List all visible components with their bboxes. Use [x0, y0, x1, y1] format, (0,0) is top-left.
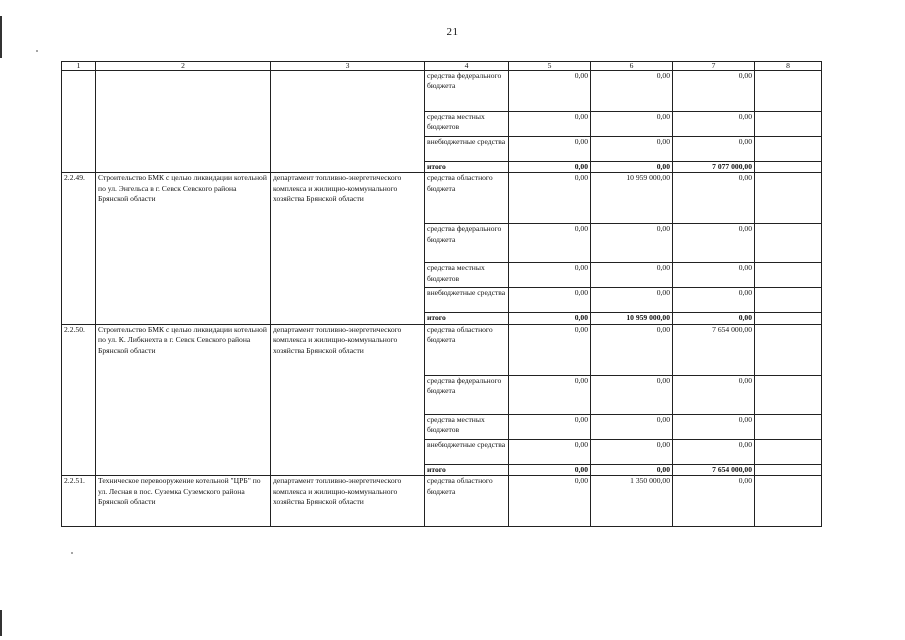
funding-source-cell: средства областного бюджета: [425, 173, 509, 224]
value-cell: 0,00: [673, 288, 755, 313]
funding-source-cell: средства местных бюджетов: [425, 112, 509, 137]
value-cell: 7 654 000,00: [673, 324, 755, 375]
value-cell: 0,00: [509, 439, 591, 464]
note-cell: [755, 263, 822, 288]
scan-speck: [36, 50, 38, 52]
name-cell: Строительство БМК с целью ликвидации котельной по ул. Энгельса в г. Севск Севского района Брянской области: [96, 173, 271, 324]
name-cell: [96, 71, 271, 173]
funding-source-cell: средства федерального бюджета: [425, 375, 509, 414]
column-header: 3: [271, 62, 425, 71]
value-cell: 0,00: [673, 71, 755, 112]
value-cell: 10 959 000,00: [591, 173, 673, 224]
table-row: [62, 173, 822, 224]
value-cell: 10 959 000,00: [591, 313, 673, 324]
value-cell: 0,00: [673, 112, 755, 137]
value-cell: 0,00: [509, 137, 591, 162]
executor-cell: департамент топливно-энергетического комплекса и жилищно-коммунального хозяйства Брянской области: [271, 476, 425, 527]
name-cell: Строительство БМК с целью ликвидации котельной по ул. К. Либкнехта в г. Севск Севского района Брянской области: [96, 324, 271, 475]
value-cell: 0,00: [591, 71, 673, 112]
value-cell: 0,00: [509, 324, 591, 375]
executor-cell: департамент топливно-энергетического комплекса и жилищно-коммунального хозяйства Брянской области: [271, 173, 425, 324]
value-cell: 0,00: [591, 324, 673, 375]
value-cell: 0,00: [509, 173, 591, 224]
funding-source-cell: средства местных бюджетов: [425, 263, 509, 288]
value-cell: 0,00: [509, 224, 591, 263]
column-header: 2: [96, 62, 271, 71]
code-cell: 2.2.49.: [62, 173, 96, 324]
table-row: [62, 324, 822, 375]
column-header: 4: [425, 62, 509, 71]
note-cell: [755, 439, 822, 464]
value-cell: 0,00: [591, 288, 673, 313]
value-cell: 0,00: [591, 224, 673, 263]
column-header: 7: [673, 62, 755, 71]
value-cell: 0,00: [673, 224, 755, 263]
note-cell: [755, 224, 822, 263]
value-cell: 0,00: [673, 414, 755, 439]
note-cell: [755, 464, 822, 475]
value-cell: 0,00: [673, 439, 755, 464]
value-cell: 7 654 000,00: [673, 464, 755, 475]
note-cell: [755, 313, 822, 324]
table-row: [62, 476, 822, 527]
funding-source-cell: итого: [425, 464, 509, 475]
funding-source-cell: внебюджетные средства: [425, 439, 509, 464]
funding-source-cell: итого: [425, 313, 509, 324]
note-cell: [755, 288, 822, 313]
executor-cell: департамент топливно-энергетического комплекса и жилищно-коммунального хозяйства Брянской области: [271, 324, 425, 475]
value-cell: 0,00: [591, 112, 673, 137]
note-cell: [755, 375, 822, 414]
value-cell: 0,00: [673, 313, 755, 324]
funding-source-cell: средства федерального бюджета: [425, 71, 509, 112]
value-cell: 0,00: [591, 375, 673, 414]
value-cell: 0,00: [591, 439, 673, 464]
budget-table: [61, 61, 822, 527]
value-cell: 0,00: [509, 476, 591, 527]
note-cell: [755, 137, 822, 162]
note-cell: [755, 112, 822, 137]
scan-edge-mark: [0, 610, 2, 636]
scan-speck: [71, 552, 73, 554]
value-cell: 0,00: [509, 71, 591, 112]
value-cell: 0,00: [673, 173, 755, 224]
value-cell: 0,00: [509, 112, 591, 137]
value-cell: 0,00: [673, 476, 755, 527]
name-cell: Техническое перевооружение котельной "ЦРБ" по ул. Лесная в пос. Суземка Суземского района Брянской области: [96, 476, 271, 527]
table-header-row: [62, 62, 822, 71]
value-cell: 0,00: [673, 375, 755, 414]
code-cell: 2.2.51.: [62, 476, 96, 527]
value-cell: 0,00: [509, 288, 591, 313]
funding-source-cell: средства областного бюджета: [425, 476, 509, 527]
value-cell: 0,00: [509, 313, 591, 324]
note-cell: [755, 71, 822, 112]
column-header: 5: [509, 62, 591, 71]
page-number: 21: [446, 26, 459, 38]
value-cell: 0,00: [673, 263, 755, 288]
column-header: 8: [755, 62, 822, 71]
note-cell: [755, 173, 822, 224]
value-cell: 0,00: [591, 137, 673, 162]
funding-source-cell: внебюджетные средства: [425, 137, 509, 162]
code-cell: 2.2.50.: [62, 324, 96, 475]
note-cell: [755, 162, 822, 173]
column-header: 6: [591, 62, 673, 71]
value-cell: 0,00: [509, 162, 591, 173]
value-cell: 0,00: [591, 414, 673, 439]
funding-source-cell: средства местных бюджетов: [425, 414, 509, 439]
funding-source-cell: средства федерального бюджета: [425, 224, 509, 263]
executor-cell: [271, 71, 425, 173]
note-cell: [755, 324, 822, 375]
funding-source-cell: внебюджетные средства: [425, 288, 509, 313]
value-cell: 0,00: [509, 414, 591, 439]
funding-source-cell: итого: [425, 162, 509, 173]
value-cell: 1 350 000,00: [591, 476, 673, 527]
note-cell: [755, 414, 822, 439]
code-cell: [62, 71, 96, 173]
value-cell: 7 077 000,00: [673, 162, 755, 173]
value-cell: 0,00: [591, 162, 673, 173]
table-row: [62, 71, 822, 112]
column-header: 1: [62, 62, 96, 71]
value-cell: 0,00: [509, 375, 591, 414]
value-cell: 0,00: [509, 464, 591, 475]
value-cell: 0,00: [673, 137, 755, 162]
note-cell: [755, 476, 822, 527]
funding-source-cell: средства областного бюджета: [425, 324, 509, 375]
value-cell: 0,00: [509, 263, 591, 288]
value-cell: 0,00: [591, 263, 673, 288]
value-cell: 0,00: [591, 464, 673, 475]
